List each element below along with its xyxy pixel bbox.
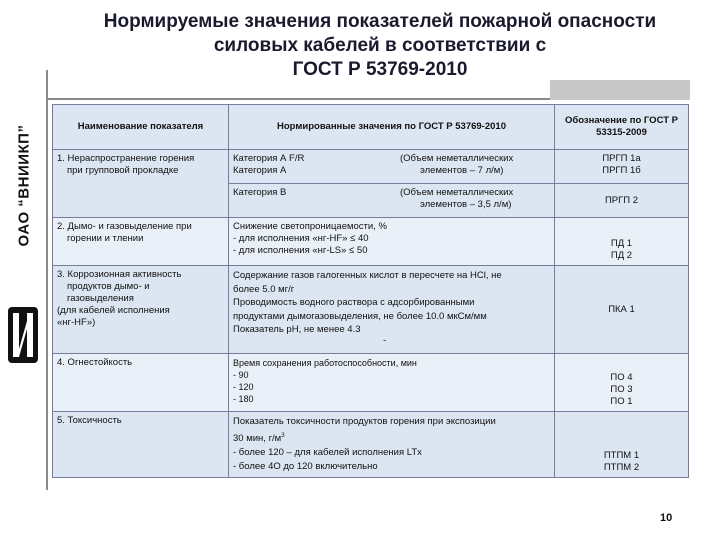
row1-name-a: 1. Нераспространение горения [57, 153, 195, 164]
row3-name-b: продуктов дымо- и [67, 281, 150, 292]
org-name-text: ОАО “ВНИИКП” [15, 124, 33, 246]
row5-values [229, 412, 555, 478]
row3-value-4: продуктами дымогазовыделения, не более 10.0 мкСм/мм [233, 310, 487, 322]
page-title [60, 10, 700, 82]
header-indicator: Наименование показателя [53, 105, 229, 150]
cat-b-line [233, 187, 550, 199]
row3-name-e: «нг-HF») [57, 317, 96, 328]
row2-codes [555, 218, 689, 266]
row1-values-cat-b [229, 184, 555, 218]
row5-value-1: Показатель токсичности продуктов горения при экспозиции [233, 416, 496, 427]
horizontal-divider [48, 98, 550, 100]
cat-b-note-2: элементов – 3,5 л/м) [420, 199, 512, 210]
cat-a-line [233, 165, 550, 177]
row4-value-1: Время сохранения работоспособности, мин [233, 358, 417, 368]
cat-a-note-1: (Объем неметаллических [400, 153, 514, 164]
row1-name-b: при групповой прокладке [67, 165, 179, 176]
org-name [4, 100, 44, 270]
code-po-3: ПО 3 [610, 384, 633, 395]
row5-name: 5. Токсичность [53, 412, 229, 478]
cat-a-label: Категория А [233, 165, 287, 176]
row4-name: 4. Огнестойкость [53, 354, 229, 412]
vertical-divider [46, 70, 48, 490]
header-accent-box [550, 80, 690, 100]
title-line-3: ГОСТ Р 53769-2010 [292, 59, 468, 80]
row5-codes [555, 412, 689, 478]
code-pka-1: ПКА 1 [555, 266, 689, 354]
title-line-1: Нормируемые значения показателей пожарной опасности [103, 11, 657, 32]
code-pd-1: ПД 1 [610, 238, 633, 249]
table-header-row [53, 105, 689, 150]
row1-codes-a [555, 150, 689, 184]
table-row [53, 266, 689, 354]
row3-values [229, 266, 555, 354]
fire-hazard-table [52, 104, 689, 478]
code-prgp-1b: ПРГП 1б [602, 165, 641, 176]
row5-value-2 [233, 429, 550, 446]
row4-value-3: - 120 [233, 382, 254, 392]
code-prgp-2: ПРГП 2 [555, 184, 689, 218]
row2-name-a: 2. Дымо- и газовыделение при [57, 221, 192, 232]
header-designation: Обозначение по ГОСТ Р 53315-2009 [555, 105, 689, 150]
row2-value-3: - для исполнения «нг-LS» ≤ 50 [233, 245, 368, 256]
row3-value-5: Показатель рН, не менее 4.3 [233, 324, 361, 335]
table-row [53, 150, 689, 184]
row5-value-2-text: 30 мин, г/м [233, 433, 282, 445]
row3-name-a: 3. Коррозионная активность [57, 269, 182, 280]
row2-name [53, 218, 229, 266]
table-row [53, 354, 689, 412]
row2-values [229, 218, 555, 266]
title-line-2: силовых кабелей в соответствии с [213, 35, 547, 56]
header-normalized-values: Нормированные значения по ГОСТ Р 53769-2010 [229, 105, 555, 150]
row3-name-c: газовыделения [67, 293, 134, 304]
row5-value-4: - более 4О до 120 включительно [233, 461, 378, 473]
row4-value-2: - 90 [233, 370, 249, 380]
row1-name [53, 150, 229, 218]
code-po-4: ПО 4 [610, 372, 633, 383]
row2-name-b: горении и тлении [67, 233, 144, 244]
row3-value-6: - [383, 334, 387, 346]
code-pd-2: ПД 2 [610, 250, 633, 261]
cat-b-line-2 [233, 199, 550, 211]
company-logo [6, 305, 40, 365]
cat-a-note-2: элементов – 7 л/м) [420, 165, 504, 176]
row3-name-d: (для кабелей исполнения [57, 305, 170, 316]
row3-name [53, 266, 229, 354]
row2-value-2: - для исполнения «нг-HF» ≤ 40 [233, 233, 369, 244]
row1-values-cat-a [229, 150, 555, 184]
row4-values [229, 354, 555, 412]
code-po-1: ПО 1 [610, 396, 633, 407]
table-row [53, 218, 689, 266]
page-number: 10 [660, 512, 673, 524]
cat-a-fr-line [233, 153, 550, 165]
row3-value-2: более 5.0 мг/г [233, 283, 295, 295]
row5-value-3: - более 120 – для кабелей исполнения LTx [233, 447, 422, 459]
cat-a-fr-label: Категория А F/R [233, 153, 305, 164]
row2-value-1: Снижение светопроницаемости, % [233, 221, 387, 232]
row3-value-3: Проводимость водного раствора с адсорбированными [233, 297, 475, 308]
code-ptpm-1: ПТПМ 1 [603, 450, 640, 462]
row4-codes [555, 354, 689, 412]
row5-value-2-sup: 3 [281, 433, 285, 439]
cat-b-label: Категория В [233, 187, 287, 198]
row3-value-1: Содержание газов галогенных кислот в пересчете на HCl, не [233, 270, 502, 281]
row4-value-4: - 180 [233, 394, 254, 404]
table-row [53, 412, 689, 478]
code-ptpm-2: ПТПМ 2 [603, 462, 640, 474]
code-prgp-1a: ПРГП 1а [602, 153, 641, 164]
cat-b-note-1: (Объем неметаллических [400, 187, 514, 198]
